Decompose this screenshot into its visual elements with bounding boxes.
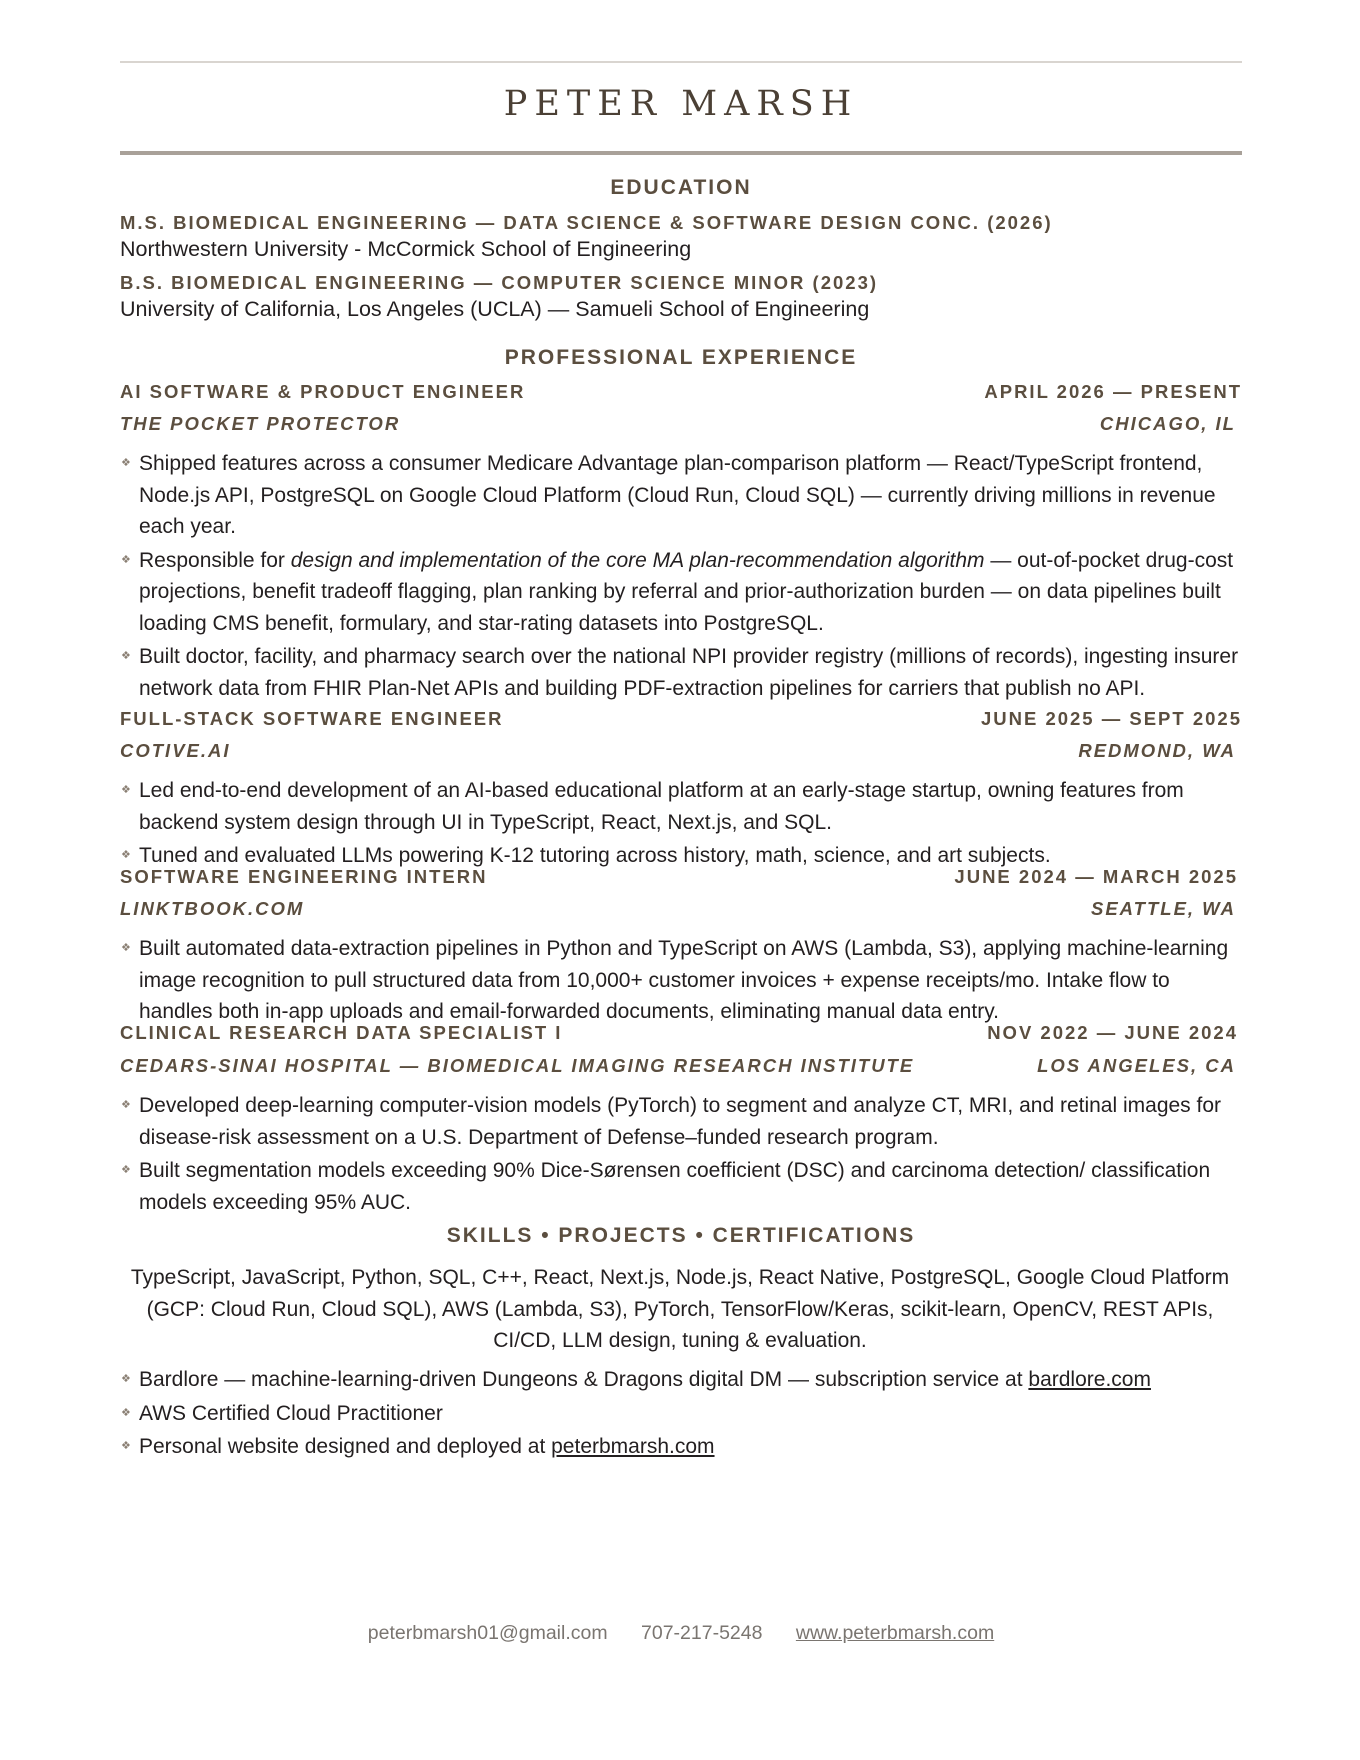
company-name: CEDARS-SINAI HOSPITAL — BIOMEDICAL IMAGING RESEARCH INSTITUTE [120, 1055, 915, 1076]
job-bullets [120, 1090, 1242, 1220]
list-item: ❖ Built doctor, facility, and pharmacy search over the national NPI provider registry (millions of records), ingesting insurer network data from FHIR Plan-Net APIs and building PDF-extraction pipelines for carriers that publish no API. [120, 641, 1242, 704]
list-item: ❖ Responsible for design and implementation of the core MA plan-recommendation algorithm — out-of-pocket drug-cost projections, benefit tradeoff flagging, plan ranking by referral and prior-authorization burden — on data pipelines built loading CMS benefit, formulary, and star-rating datasets into PostgreSQL. [120, 545, 1242, 640]
diamond-bullet-icon: ❖ [121, 650, 131, 662]
job-location: CHICAGO, IL [1099, 413, 1236, 434]
email-address[interactable]: peterbmarsh01@gmail.com [367, 1622, 608, 1644]
list-item: ❖ Tuned and evaluated LLMs powering K-12 tutoring across history, math, science, and art subjects. [120, 840, 1242, 872]
list-item: ❖ Built automated data-extraction pipelines in Python and TypeScript on AWS (Lambda, S3), applying machine-learning image recognition to pull structured data from 10,000+ customer invoices + expense receipts/mo. Intake flow to handles both in-app uploads and email-forwarded documents, eliminating manual data entry. [120, 933, 1242, 1028]
company-name: LINKTBOOK.COM [120, 898, 305, 919]
skills-heading: SKILLS • PROJECTS • CERTIFICATIONS [446, 1224, 916, 1247]
diamond-bullet-icon: ❖ [121, 457, 131, 469]
experience-heading: PROFESSIONAL EXPERIENCE [504, 346, 858, 369]
job-bullets [120, 775, 1242, 874]
projects-list [120, 1364, 1242, 1465]
job-title: CLINICAL RESEARCH DATA SPECIALIST I [120, 1022, 563, 1043]
list-item: ❖ Bardlore — machine-learning-driven Dungeons & Dragons digital DM — subscription service at bardlore.com [120, 1364, 1242, 1396]
list-item: ❖ Developed deep-learning computer-vision models (PyTorch) to segment and analyze CT, MRI, and retinal images for disease-risk assessment on a U.S. Department of Defense–funded research program. [120, 1090, 1242, 1153]
job-employer-row [120, 413, 1242, 439]
job-title: FULL-STACK SOFTWARE ENGINEER [120, 708, 504, 729]
job-location: LOS ANGELES, CA [1037, 1055, 1236, 1076]
job-employer-row [120, 1055, 1242, 1081]
diamond-bullet-icon: ❖ [121, 849, 131, 861]
job-bullets [120, 448, 1242, 706]
degree-ms: M.S. BIOMEDICAL ENGINEERING — DATA SCIENCE & SOFTWARE DESIGN CONC. (2026) [120, 212, 1053, 233]
job-header [120, 381, 1242, 407]
job-location: REDMOND, WA [1078, 740, 1236, 761]
company-name: THE POCKET PROTECTOR [120, 413, 401, 434]
list-item: ❖ Shipped features across a consumer Medicare Advantage plan-comparison platform — React/TypeScript frontend, Node.js API, PostgreSQL on Google Cloud Platform (Cloud Run, Cloud SQL) — currently driving millions in revenue each year. [120, 448, 1242, 543]
diamond-bullet-icon: ❖ [121, 553, 131, 566]
diamond-bullet-icon: ❖ [121, 784, 131, 796]
list-item: ❖ Built segmentation models exceeding 90% Dice-Sørensen coefficient (DSC) and carcinoma detection/ classification models exceeding 95% AUC. [120, 1155, 1242, 1218]
job-title: AI SOFTWARE & PRODUCT ENGINEER [120, 381, 526, 402]
diamond-bullet-icon: ❖ [121, 1440, 131, 1452]
job-dates: NOV 2022 — JUNE 2024 [987, 1022, 1238, 1043]
school-northwestern: Northwestern University - McCormick School of Engineering [120, 237, 692, 261]
diamond-bullet-icon: ❖ [121, 942, 131, 954]
job-header [120, 708, 1242, 734]
skills-list: TypeScript, JavaScript, Python, SQL, C++, React, Next.js, Node.js, React Native, PostgreSQL, Google Cloud Platform (GCP: Cloud Run, Cloud SQL), AWS (Lambda, S3), PyTorch, TensorFlow/Keras, scikit-learn, OpenCV, REST APIs, CI/CD, LLM design, tuning & evaluation. [130, 1266, 1230, 1352]
job-employer-row [120, 740, 1242, 766]
diamond-bullet-icon: ❖ [121, 1373, 131, 1385]
contact-footer [120, 1622, 1242, 1645]
bardlore-link[interactable]: bardlore.com [1028, 1368, 1151, 1391]
job-title: SOFTWARE ENGINEERING INTERN [120, 866, 488, 887]
list-item: ❖ AWS Certified Cloud Practitioner [120, 1398, 1242, 1430]
job-dates: APRIL 2026 — PRESENT [984, 381, 1242, 402]
education-heading: EDUCATION [610, 176, 752, 199]
list-item: ❖ Personal website designed and deployed at peterbmarsh.com [120, 1431, 1242, 1463]
job-header [120, 866, 1242, 892]
phone-number: 707-217-5248 [641, 1622, 763, 1644]
job-employer-row [120, 898, 1242, 924]
candidate-name: PETER MARSH [503, 84, 859, 124]
school-ucla: University of California, Los Angeles (UCLA) — Samueli School of Engineering [120, 297, 870, 321]
website-link[interactable]: www.peterbmarsh.com [795, 1622, 995, 1644]
list-item: ❖ Led end-to-end development of an AI-based educational platform at an early-stage startup, owning features from backend system design through UI in TypeScript, React, Next.js, and SQL. [120, 775, 1242, 838]
diamond-bullet-icon: ❖ [121, 1406, 131, 1419]
job-dates: JUNE 2024 — MARCH 2025 [954, 866, 1238, 887]
name-divider [120, 151, 1242, 155]
job-bullets [120, 933, 1242, 1030]
personal-website-link[interactable]: peterbmarsh.com [551, 1435, 715, 1458]
job-location: SEATTLE, WA [1091, 898, 1236, 919]
company-name: COTIVE.AI [120, 740, 231, 761]
diamond-bullet-icon: ❖ [121, 1164, 131, 1176]
job-header [120, 1022, 1242, 1048]
top-divider [120, 61, 1242, 63]
job-dates: JUNE 2025 — SEPT 2025 [980, 708, 1242, 729]
diamond-bullet-icon: ❖ [121, 1099, 131, 1111]
degree-bs: B.S. BIOMEDICAL ENGINEERING — COMPUTER SCIENCE MINOR (2023) [120, 272, 879, 293]
